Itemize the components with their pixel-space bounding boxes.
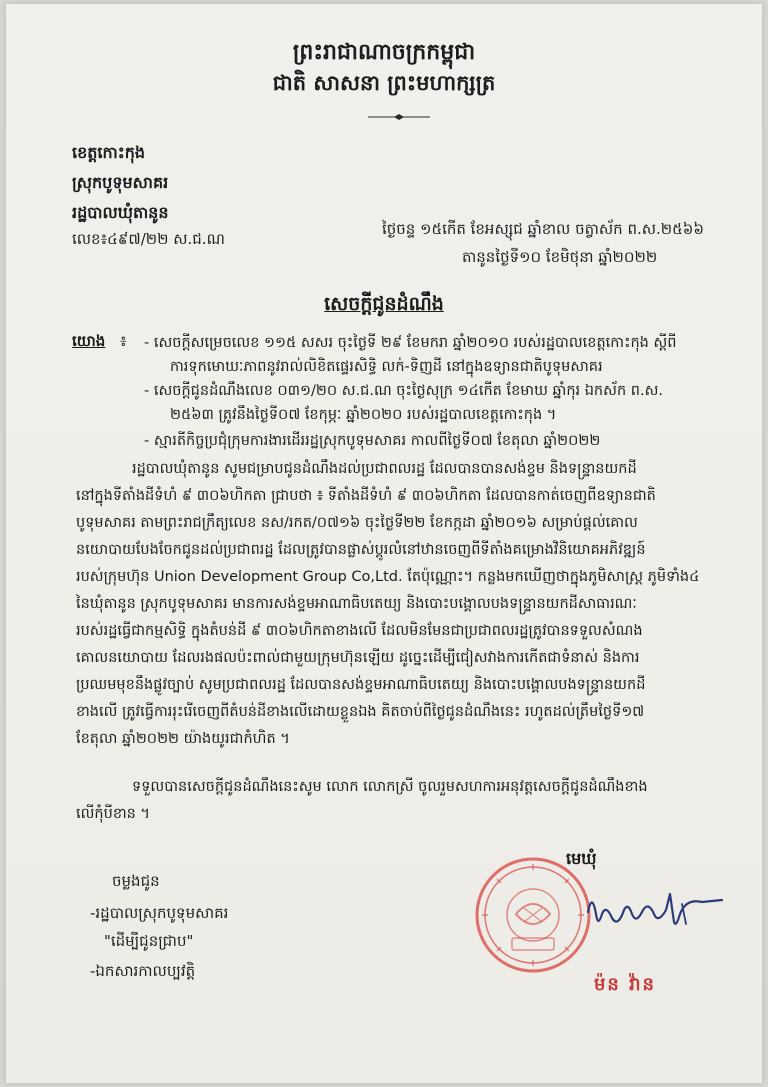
body-line: នៃឃុំតានូន ស្រុកបូទុមសាគរ មានការសង់ខ្ទមអាណាធិបតេយ្យ និងបោះបង្គោលបងទន្ទ្រានយកដីសាធារណៈ [76, 596, 637, 612]
body-line: នៅក្នុងទីតាំងដីទំហំ ៩ ៣០៦ហិកតា ជ្រាបថា ៖ ទីតាំងដីទំហំ ៩ ៣០៦ហិកតា ដែលបានកាត់ចេញពីឧទ្យានជាតិ [76, 488, 656, 504]
recipients-heading: ចម្លងជូន [112, 872, 160, 890]
citation-item-1-line-2: ការទុកមោឃៈភាពនូវរាល់លិខិតផ្ទេរសិទ្ធិ លក់-ទិញដី នៅក្នុងឧទ្យានជាតិបូទុមសាគរ [170, 359, 603, 375]
body-line: របស់រដ្ឋធ្វើជាកម្មសិទ្ធិ ក្នុងតំបន់ដី ៩ ៣០៦ហិកតាខាងលើ ដែលមិនមែនជាប្រជាពលរដ្ឋត្រូវបានទទួលសំណង [76, 623, 643, 639]
motto-heading: ជាតិ សាសនា ព្រះមហាក្សត្រ [272, 71, 496, 95]
official-stamp [474, 856, 592, 974]
body-line: នយោបាយបែងចែកជូនដល់ប្រជាពរដ្ឋ ដែលត្រូវបានផ្លាស់ប្តូរលំនៅឋានចេញពីទីតាំងគម្រោងវិនិយោគអភិវឌ្ឍន៍ [76, 542, 646, 558]
body-line: រដ្ឋបាលឃុំតានូន សូមជម្រាបជូនដំណឹងដល់ប្រជាពលរដ្ឋ ដែលបានបានសង់ខ្ទម និងទន្ទ្រានយកដី [132, 461, 637, 477]
body-line: ខាងលើ ត្រូវធ្វើការរុះរើចេញពីតំបន់ដីខាងលើដោយខ្លួនឯង គិតចាប់ពីថ្ងៃជូនដំណឹងនេះ រហូតដល់ត្រឹមថ្ងៃទី១៧ [76, 704, 645, 720]
solar-date: តានូនថ្ងៃទី១០ ខែមិថុនា ឆ្នាំ២០២២ [462, 248, 658, 266]
province-name: ខេត្តកោះកុង [72, 143, 146, 162]
signature-mark [582, 884, 728, 944]
citation-colon: ៖ [120, 332, 127, 350]
ornament-divider [368, 113, 430, 121]
reference-number: លេខ៖៤៩៧/២២ ស.ជ.ណ [72, 230, 225, 248]
citation-item-2-line-1: - សេចក្តីជូនដំណឹងលេខ ០៣១/២០ ស.ជ.ណ ចុះថ្ងៃសុក្រ ១៤កើត ខែមាឃ ឆ្នាំកុរ ឯកស័ក ព.ស. [144, 383, 663, 399]
body-line: របស់ក្រុមហ៊ុន Union Development Group Co,Ltd. តែប៉ុណ្ណោះ។ កន្លងមកឃើញថាក្នុងភូមិសាស្ត្រ ភូមិទាំង៤ [76, 569, 700, 585]
citation-item-2-line-2: ២៥៦៣ ត្រូវនឹងថ្ងៃទី០៧ ខែកុម្ភៈ ឆ្នាំ២០២០ របស់រដ្ឋបាលខេត្តកោះកុង ។ [170, 407, 557, 423]
signatory-name: ម៉ន វ៉ាន [594, 974, 656, 995]
recipient-item: -ឯកសារកាលប្បវត្តិ [90, 962, 196, 980]
signatory-title: មេឃុំ [566, 849, 597, 868]
notice-title: សេចក្តីជូនដំណឹង [324, 293, 444, 315]
lunar-date: ថ្ងៃចន្ទ ១៥កើត ខែអស្សុជ ឆ្នាំខាល ចត្វាស័ក ព.ស.២៥៦៦ [382, 220, 705, 238]
citation-item-3-line-1: - ស្មារតីកិច្ចប្រជុំក្រុមការងារដើររដ្ឋស្រុកបូទុមសាគរ កាលពីថ្ងៃទី០៧ ខែតុលា ឆ្នាំ២០២២ [144, 433, 601, 449]
recipient-item: "ដើម្បីជូនជ្រាប" [104, 932, 194, 950]
body-line: គោលនយោបាយ ដែលរងផលប៉ះពាល់ជាមួយក្រុមហ៊ុនឡើយ ដូច្នេះដើម្បីជៀសវាងការកើតជាទំនាស់ និងការ [76, 650, 640, 666]
commune-name: រដ្ឋបាលឃុំតានូន [72, 203, 169, 222]
body-line: ប្រឈមមុខនឹងផ្លូវច្បាប់ សូមប្រជាពលរដ្ឋ ដែលបានសង់ខ្ទមអាណាធិបតេយ្យ និងបោះបង្គោលបងទន្ទ្រានយកដី [76, 677, 646, 693]
citation-label: យោង [72, 332, 106, 350]
body-line: ខែតុលា ឆ្នាំ២០២២ យ៉ាងយូរជាកំហិត ។ [76, 731, 290, 747]
district-name: ស្រុកបូទុមសាគរ [72, 173, 169, 192]
recipient-item: -រដ្ឋបាលស្រុកបូទុមសាគរ [90, 904, 229, 922]
body-line: លើកុំបីខាន ។ [76, 806, 150, 822]
citation-item-1-line-1: - សេចក្តីសម្រេចលេខ ១១៥ សសរ ចុះថ្ងៃទី ២៩ ខែមករា ឆ្នាំ២០១០ របស់រដ្ឋបាលខេត្តកោះកុង ស្តីពី [144, 335, 677, 351]
body-line: បូទុមសាគរ តាមព្រះរាជក្រឹត្យលេខ នស/រកត/០៧១៦ ចុះថ្ងៃទី២២ ខែកក្កដា ឆ្នាំ២០១៦ សម្រាប់ផ្តល់គោល [76, 515, 638, 531]
kingdom-heading: ព្រះរាជាណាចក្រកម្ពុជា [292, 40, 476, 65]
body-line: ទទួលបានសេចក្តីជូនដំណឹងនេះសូម លោក លោកស្រី ចូលរួមសហការអនុវត្តសេចក្តីជូនដំណឹងខាង [132, 779, 648, 795]
